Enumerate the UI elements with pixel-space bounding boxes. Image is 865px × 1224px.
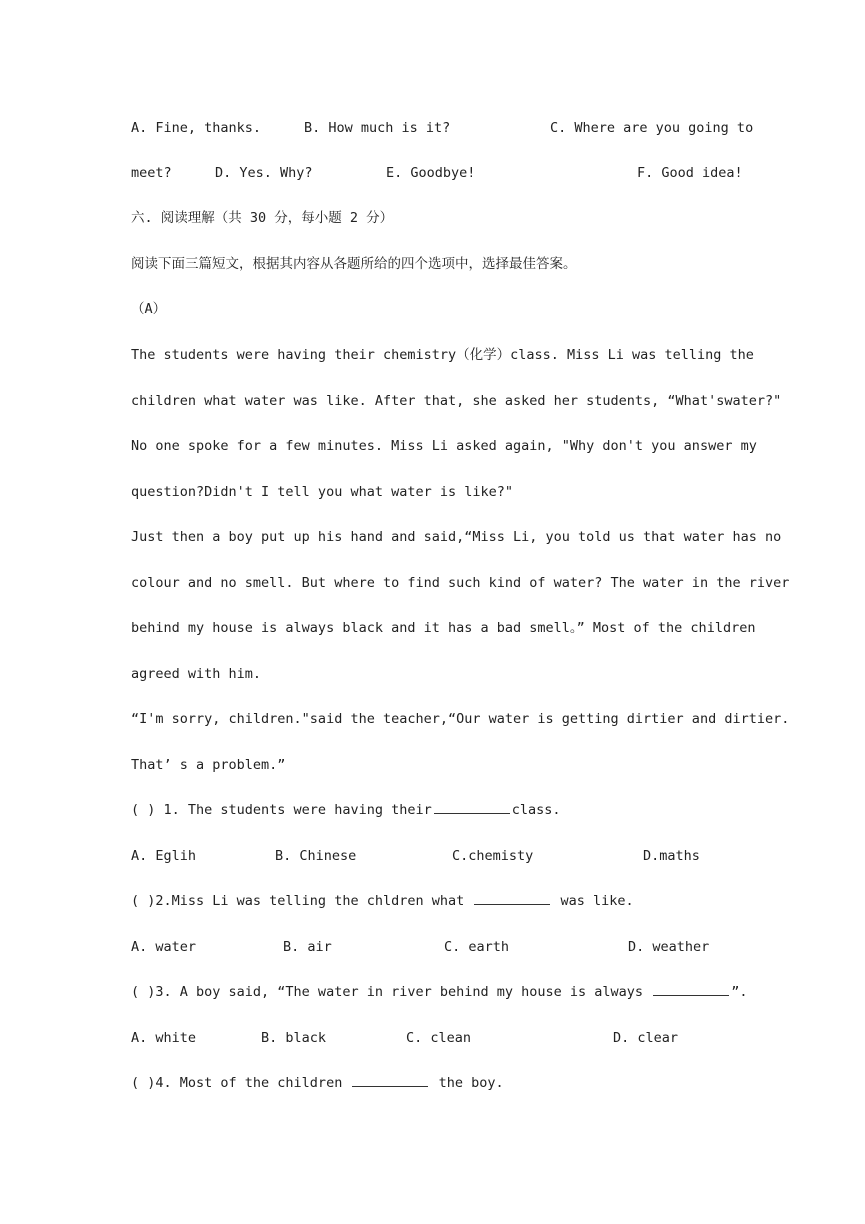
passage-label: （A）	[131, 301, 167, 317]
option-e: E. Goodbye!	[386, 165, 476, 181]
question-suffix: class.	[511, 802, 561, 818]
option-c-cont: meet?	[131, 165, 172, 181]
question-suffix: was like.	[560, 893, 634, 909]
option-f: F. Good idea!	[637, 165, 743, 181]
q2-option-d: D. weather	[628, 939, 710, 955]
passage-line: That’ s a problem.”	[131, 757, 286, 773]
question-1	[131, 800, 733, 820]
question-3	[131, 982, 748, 1002]
passage-line: children what water was like. After that, she asked her students, “What'swater?"	[131, 393, 782, 409]
answer-blank	[653, 982, 729, 996]
q3-option-d: D. clear	[613, 1030, 679, 1046]
passage-line: No one spoke for a few minutes. Miss Li asked again, "Why don't you answer my	[131, 438, 757, 454]
question-suffix: ”.	[731, 984, 748, 1000]
option-a: A. Fine, thanks.	[131, 120, 262, 136]
options-line-1	[131, 118, 754, 138]
q2-option-a: A. water	[131, 939, 197, 955]
section-title: 六. 阅读理解（共 30 分，每小题 2 分）	[131, 210, 394, 226]
options-line-2	[131, 163, 743, 183]
question-3-options	[131, 1028, 733, 1048]
question-suffix: the boy.	[438, 1075, 504, 1091]
passage-line: behind my house is always black and it has a bad smell。” Most of the children	[131, 620, 756, 636]
answer-blank	[352, 1073, 428, 1087]
question-2	[131, 891, 733, 911]
q3-option-b: B. black	[261, 1030, 327, 1046]
answer-blank	[434, 800, 510, 814]
q3-option-a: A. white	[131, 1030, 197, 1046]
answer-blank	[474, 891, 550, 905]
q1-option-d: D.maths	[643, 848, 700, 864]
option-c: C. Where are you going to	[550, 120, 754, 136]
question-prefix: ( )3. A boy said, “The water in river behind my house is always	[131, 984, 644, 1000]
passage-line: Just then a boy put up his hand and said,“Miss Li, you told us that water has no	[131, 529, 782, 545]
passage-line: question?Didn't I tell you what water is like?"	[131, 484, 514, 500]
q1-option-a: A. Eglih	[131, 848, 197, 864]
passage-line: agreed with him.	[131, 666, 262, 682]
q1-option-b: B. Chinese	[275, 848, 357, 864]
passage-line: “I'm sorry, children."said the teacher,“Our water is getting dirtier and dirtier.	[131, 711, 790, 727]
q1-option-c: C.chemisty	[452, 848, 534, 864]
option-d: D. Yes. Why?	[215, 165, 313, 181]
question-prefix: ( ) 1. The students were having their	[131, 802, 432, 818]
question-4	[131, 1073, 733, 1093]
option-b: B. How much is it?	[304, 120, 451, 136]
passage-line: colour and no smell. But where to find such kind of water? The water in the river	[131, 575, 790, 591]
q2-option-c: C. earth	[444, 939, 510, 955]
question-prefix: ( )4. Most of the children	[131, 1075, 343, 1091]
q2-option-b: B. air	[283, 939, 332, 955]
passage-line: The students were having their chemistry（化学）class. Miss Li was telling the	[131, 347, 754, 363]
section-instructions: 阅读下面三篇短文，根据其内容从各题所给的四个选项中，选择最佳答案。	[131, 256, 577, 272]
question-1-options	[131, 846, 733, 866]
question-prefix: ( )2.Miss Li was telling the chldren what	[131, 893, 465, 909]
question-2-options	[131, 937, 733, 957]
q3-option-c: C. clean	[406, 1030, 472, 1046]
